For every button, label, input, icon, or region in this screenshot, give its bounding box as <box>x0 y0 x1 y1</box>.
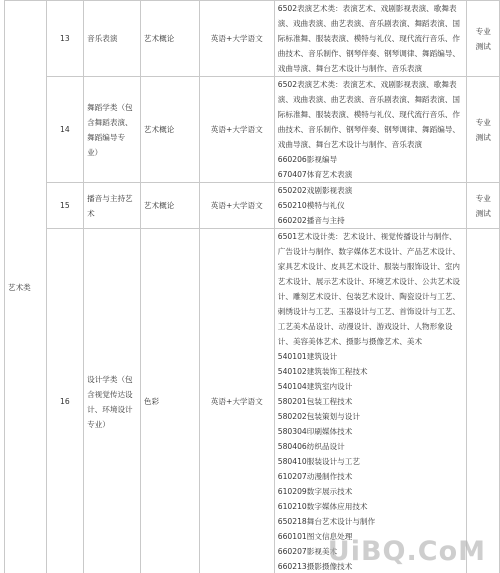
requirements-cell <box>274 1 467 77</box>
text-line: 术 <box>87 208 95 218</box>
subject1-cell: 艺术概论 <box>140 183 199 229</box>
text-line: 工艺美术品设计、动漫设计、游戏设计、人物形象设 <box>277 322 453 331</box>
text-line: 演、戏曲表演、曲艺表演、音乐剧表演、舞蹈表演、国 <box>277 19 461 28</box>
text-line: 540102建筑装饰工程技术 <box>277 367 368 376</box>
subject1-cell: 色彩 <box>140 229 199 573</box>
text-line: 专业 <box>475 26 491 36</box>
subject2-cell: 英语+大学语文 <box>199 1 274 77</box>
subject1-cell: 艺术概论 <box>140 1 199 77</box>
text-line: 戏曲导演、舞台艺术设计与制作、音乐表演 <box>277 140 423 149</box>
text-line: 舞蹈学类（包 <box>87 102 133 112</box>
text-line: 曲技术、音乐制作、钢琴伴奏、钢琴调律、舞蹈编导、 <box>277 49 461 58</box>
text-line: 际标准舞、服装表演、模特与礼仪、现代流行音乐、作 <box>277 34 461 43</box>
text-line: 含视觉传达设 <box>87 389 133 399</box>
table-row <box>5 229 500 573</box>
text-line: 专业） <box>87 419 110 429</box>
text-line: 含舞蹈表演、 <box>87 117 133 127</box>
text-line: 测试 <box>475 132 491 142</box>
text-line: 广告设计与制作、数字媒体艺术设计、产品艺术设计、 <box>277 247 461 256</box>
text-line: 650210模特与礼仪 <box>277 201 345 210</box>
subject2-cell: 英语+大学语文 <box>199 77 274 183</box>
text-line: 650202戏剧影视表演 <box>277 186 353 195</box>
text-line: 6502表演艺术类：表演艺术、戏剧影视表演、歌舞表 <box>277 80 457 89</box>
text-line: 660202播音与主持 <box>277 216 345 225</box>
text-line: 660213摄影摄像技术 <box>277 562 353 571</box>
text-line: 610209数字展示技术 <box>277 487 353 496</box>
text-line: 6502表演艺术类：表演艺术、戏剧影视表演、歌舞表 <box>277 4 457 13</box>
text-line: 计、美容美体艺术、摄影与摄像艺术、美术 <box>277 337 423 346</box>
major-cell <box>84 183 141 229</box>
row-number: 16 <box>46 229 84 573</box>
test-cell <box>467 1 500 77</box>
table-row <box>5 77 500 183</box>
table-row <box>5 1 500 77</box>
text-line: 测试 <box>475 208 491 218</box>
text-line: 670407体育艺术表演 <box>277 170 353 179</box>
subject1-cell: 艺术概论 <box>140 77 199 183</box>
test-cell <box>467 183 500 229</box>
text-line: 播音与主持艺 <box>87 193 133 203</box>
text-line: 660207影视美术 <box>277 547 338 556</box>
major-cell <box>84 1 141 77</box>
text-line: 650218舞台艺术设计与制作 <box>277 517 376 526</box>
text-line: 580202包装策划与设计 <box>277 412 360 421</box>
text-line: 580410服装设计与工艺 <box>277 457 360 466</box>
text-line: 专业 <box>475 193 491 203</box>
text-line: 6501艺术设计类：艺术设计、视觉传播设计与制作、 <box>277 232 457 241</box>
test-cell <box>467 229 500 573</box>
text-line: 设计学类（包 <box>87 374 133 384</box>
text-line: 计、环境设计 <box>87 404 133 414</box>
text-line: 580406纺织品设计 <box>277 442 345 451</box>
text-line: 家具艺术设计、皮具艺术设计、服装与服饰设计、室内 <box>277 262 461 271</box>
text-line: 计、雕刻艺术设计、包装艺术设计、陶瓷设计与工艺、 <box>277 292 461 301</box>
row-number: 14 <box>46 77 84 183</box>
text-line: 540104建筑室内设计 <box>277 382 353 391</box>
text-line: 曲技术、音乐制作、钢琴伴奏、钢琴调律、舞蹈编导、 <box>277 125 461 134</box>
text-line: 音乐表演 <box>87 34 118 43</box>
text-line: 艺术设计、展示艺术设计、环境艺术设计、公共艺术设 <box>277 277 461 286</box>
admission-table <box>4 0 500 573</box>
requirements-cell <box>274 183 467 229</box>
category-cell: 艺术类 <box>5 1 47 573</box>
subject2-cell: 英语+大学语文 <box>199 183 274 229</box>
text-line: 610207动漫制作技术 <box>277 472 353 481</box>
site-watermark: UiBQ.CoM <box>327 536 486 567</box>
text-line: 业） <box>87 147 103 157</box>
text-line: 测试 <box>475 41 491 51</box>
text-line: 专业 <box>475 117 491 127</box>
test-cell <box>467 77 500 183</box>
text-line: 演、戏曲表演、曲艺表演、音乐剧表演、舞蹈表演、国 <box>277 95 461 104</box>
row-number: 13 <box>46 1 84 77</box>
subject2-cell: 英语+大学语文 <box>199 229 274 573</box>
text-line: 舞蹈编导专 <box>87 132 126 142</box>
text-line: 540101建筑设计 <box>277 352 338 361</box>
text-line: 580304印刷媒体技术 <box>277 427 353 436</box>
table-row <box>5 183 500 229</box>
text-line: 660101图文信息处理 <box>277 532 353 541</box>
requirements-cell <box>274 77 467 183</box>
text-line: 刺绣设计与工艺、玉器设计与工艺、首饰设计与工艺、 <box>277 307 461 316</box>
requirements-cell <box>274 229 467 573</box>
text-line: 戏曲导演、舞台艺术设计与制作、音乐表演 <box>277 64 423 73</box>
text-line: 际标准舞、服装表演、模特与礼仪、现代流行音乐、作 <box>277 110 461 119</box>
text-line: 610210数字媒体应用技术 <box>277 502 368 511</box>
text-line: 660206影视编导 <box>277 155 338 164</box>
major-cell <box>84 77 141 183</box>
text-line: 580201包装工程技术 <box>277 397 353 406</box>
major-cell <box>84 229 141 573</box>
row-number: 15 <box>46 183 84 229</box>
